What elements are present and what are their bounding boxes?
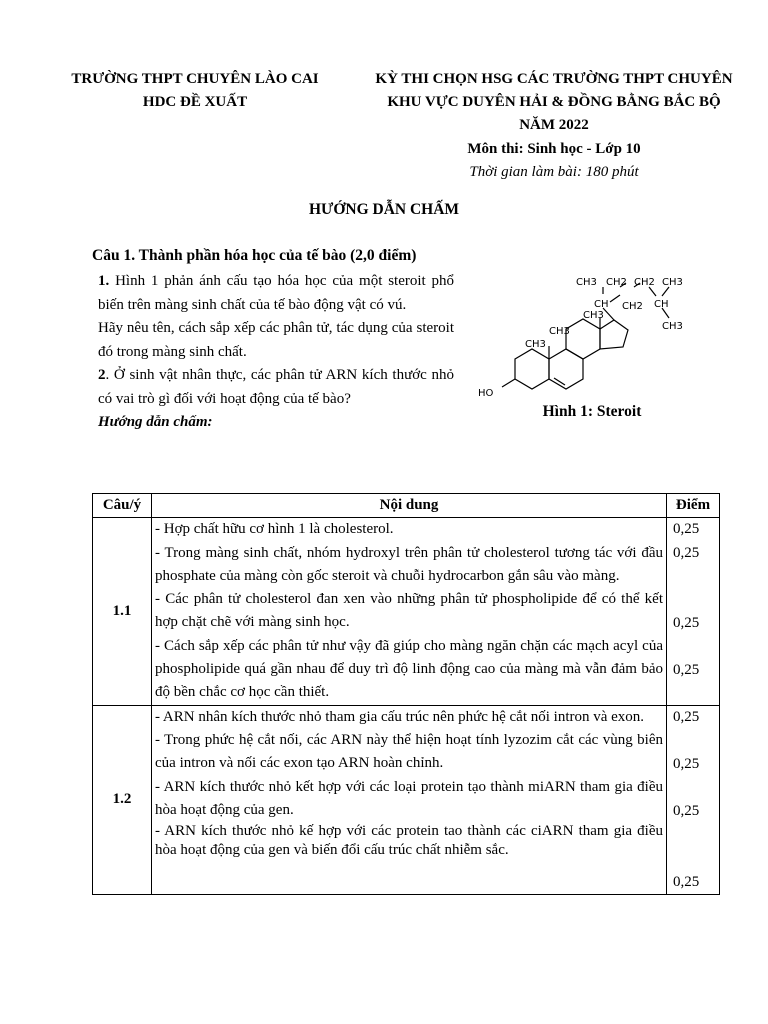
score-value: 0,25 bbox=[673, 521, 700, 538]
label-ch3-b: CH3 bbox=[662, 277, 683, 288]
score-value: 0,25 bbox=[673, 873, 700, 890]
school-name-header bbox=[50, 68, 340, 114]
header-content: Nội dung bbox=[152, 494, 667, 518]
score-value: 0,25 bbox=[673, 614, 700, 631]
label-ch3-ring-a: CH3 bbox=[525, 339, 546, 350]
row-content bbox=[152, 705, 667, 894]
content-line: - Hợp chất hữu cơ hình 1 là cholesterol. bbox=[155, 521, 394, 538]
hdc-label: HDC ĐỀ XUẤT bbox=[142, 94, 248, 110]
exam-header bbox=[348, 68, 760, 184]
question-text bbox=[98, 270, 454, 435]
label-ch3-side: CH3 bbox=[583, 310, 604, 321]
header-score: Điểm bbox=[667, 494, 720, 518]
grading-table bbox=[92, 493, 720, 895]
ring-b bbox=[549, 349, 583, 389]
double-bond bbox=[554, 378, 565, 385]
label-ch-a: CH bbox=[594, 299, 609, 310]
content-line: - Trong màng sinh chất, nhóm hydroxyl trên phân tử cholesterol tương tác với đầu phosphate của màng còn gốc steroit và chuỗi hydrocarbon gắn sâu vào màng. bbox=[155, 544, 663, 584]
row-scores bbox=[667, 518, 720, 705]
content-line: - ARN nhân kích thước nhỏ tham gia cấu trúc nên phức hệ cắt nối intron và exon. bbox=[155, 708, 645, 725]
table-row bbox=[93, 705, 720, 894]
ring-c bbox=[566, 319, 600, 359]
part-2-number: 2 bbox=[98, 367, 106, 383]
row-scores bbox=[667, 705, 720, 894]
row-id: 1.1 bbox=[93, 518, 152, 705]
row-content bbox=[152, 518, 667, 705]
steroid-structure-figure bbox=[470, 268, 720, 404]
content-line: - Trong phức hệ cắt nối, các ARN này thể hiện hoạt tính lyzozim cắt các vùng biên của intron và nối các exon tạo ARN hoàn chỉnh. bbox=[155, 731, 663, 772]
header-question: Câu/ý bbox=[93, 494, 152, 518]
row-id: 1.2 bbox=[93, 705, 152, 894]
label-ch3-a: CH3 bbox=[576, 277, 597, 288]
grading-guide-label: Hướng dẫn chấm: bbox=[98, 414, 213, 430]
part-2-text: . Ở sinh vật nhân thực, các phân tử ARN kích thước nhỏ có vai trò gì đối với hoạt động của tế bào? bbox=[98, 367, 454, 407]
label-ch3-ring-c: CH3 bbox=[549, 326, 570, 337]
content-line: - Cách sắp xếp các phân tử như vậy đã giúp cho màng ngăn chặn các mạch acyl của phospholipide quá gần nhau để duy trì độ linh động cao của màng mà vẫn đảm bảo độ bền chắc cơ học cần thiết. bbox=[155, 637, 663, 701]
school-name: TRƯỜNG THPT CHUYÊN LÀO CAI bbox=[71, 71, 319, 87]
score-value: 0,25 bbox=[673, 662, 700, 679]
content-line: - ARN kích thước nhỏ kế hợp với các protein tao thành các ciARN tham gia điều hòa hoạt động của gen và biến đổi cấu trúc chất nhiễm sắc. bbox=[155, 823, 663, 859]
exam-time: Thời gian làm bài: 180 phút bbox=[469, 164, 639, 180]
question-part-1 bbox=[98, 270, 454, 317]
exam-region: KHU VỰC DUYÊN HẢI & ĐỒNG BẰNG BẮC BỘ bbox=[387, 94, 721, 110]
part-1-number: 1. bbox=[98, 273, 110, 289]
score-value: 0,25 bbox=[673, 803, 700, 820]
label-ch3-bottom: CH3 bbox=[662, 321, 683, 332]
score-value: 0,25 bbox=[673, 755, 700, 772]
label-ch-b: CH bbox=[654, 299, 669, 310]
label-ho: HO bbox=[478, 388, 494, 399]
score-value: 0,25 bbox=[673, 544, 700, 561]
table-header-row bbox=[93, 494, 720, 518]
ring-d bbox=[600, 320, 628, 349]
part-1-text: Hình 1 phản ánh cấu tạo hóa học của một steroit phổ biến trên màng sinh chất của tế bào động vật có vú. bbox=[98, 273, 455, 313]
exam-year: NĂM 2022 bbox=[519, 117, 589, 133]
content-line: - Các phân tử cholesterol đan xen vào những phân tử phospholipide để có thể kết hợp chặt chẽ với màng sinh học. bbox=[155, 591, 663, 631]
label-ch2-b: CH2 bbox=[634, 277, 655, 288]
ring-a bbox=[515, 349, 549, 389]
figure-caption: Hình 1: Steroit bbox=[542, 403, 642, 420]
doc-title: HƯỚNG DẪN CHẤM bbox=[308, 201, 460, 218]
exam-title: KỲ THI CHỌN HSG CÁC TRƯỜNG THPT CHUYÊN bbox=[375, 71, 733, 87]
question-part-2 bbox=[98, 364, 454, 411]
question-title: Câu 1. Thành phần hóa học của tế bào (2,0 điểm) bbox=[92, 247, 417, 264]
exam-subject: Môn thi: Sinh học - Lớp 10 bbox=[467, 141, 641, 157]
table-row bbox=[93, 518, 720, 705]
question-part-1b: Hãy nêu tên, cách sắp xếp các phân tử, tác dụng của steroit đó trong màng sinh chất. bbox=[98, 320, 454, 360]
label-ch2-a: CH2 bbox=[606, 277, 627, 288]
label-ch2-c: CH2 bbox=[622, 301, 643, 312]
score-value: 0,25 bbox=[673, 708, 700, 725]
content-line: - ARN kích thước nhỏ kết hợp với các loại protein tạo thành miARN tham gia điều hòa hoạt động của gen. bbox=[155, 778, 663, 818]
